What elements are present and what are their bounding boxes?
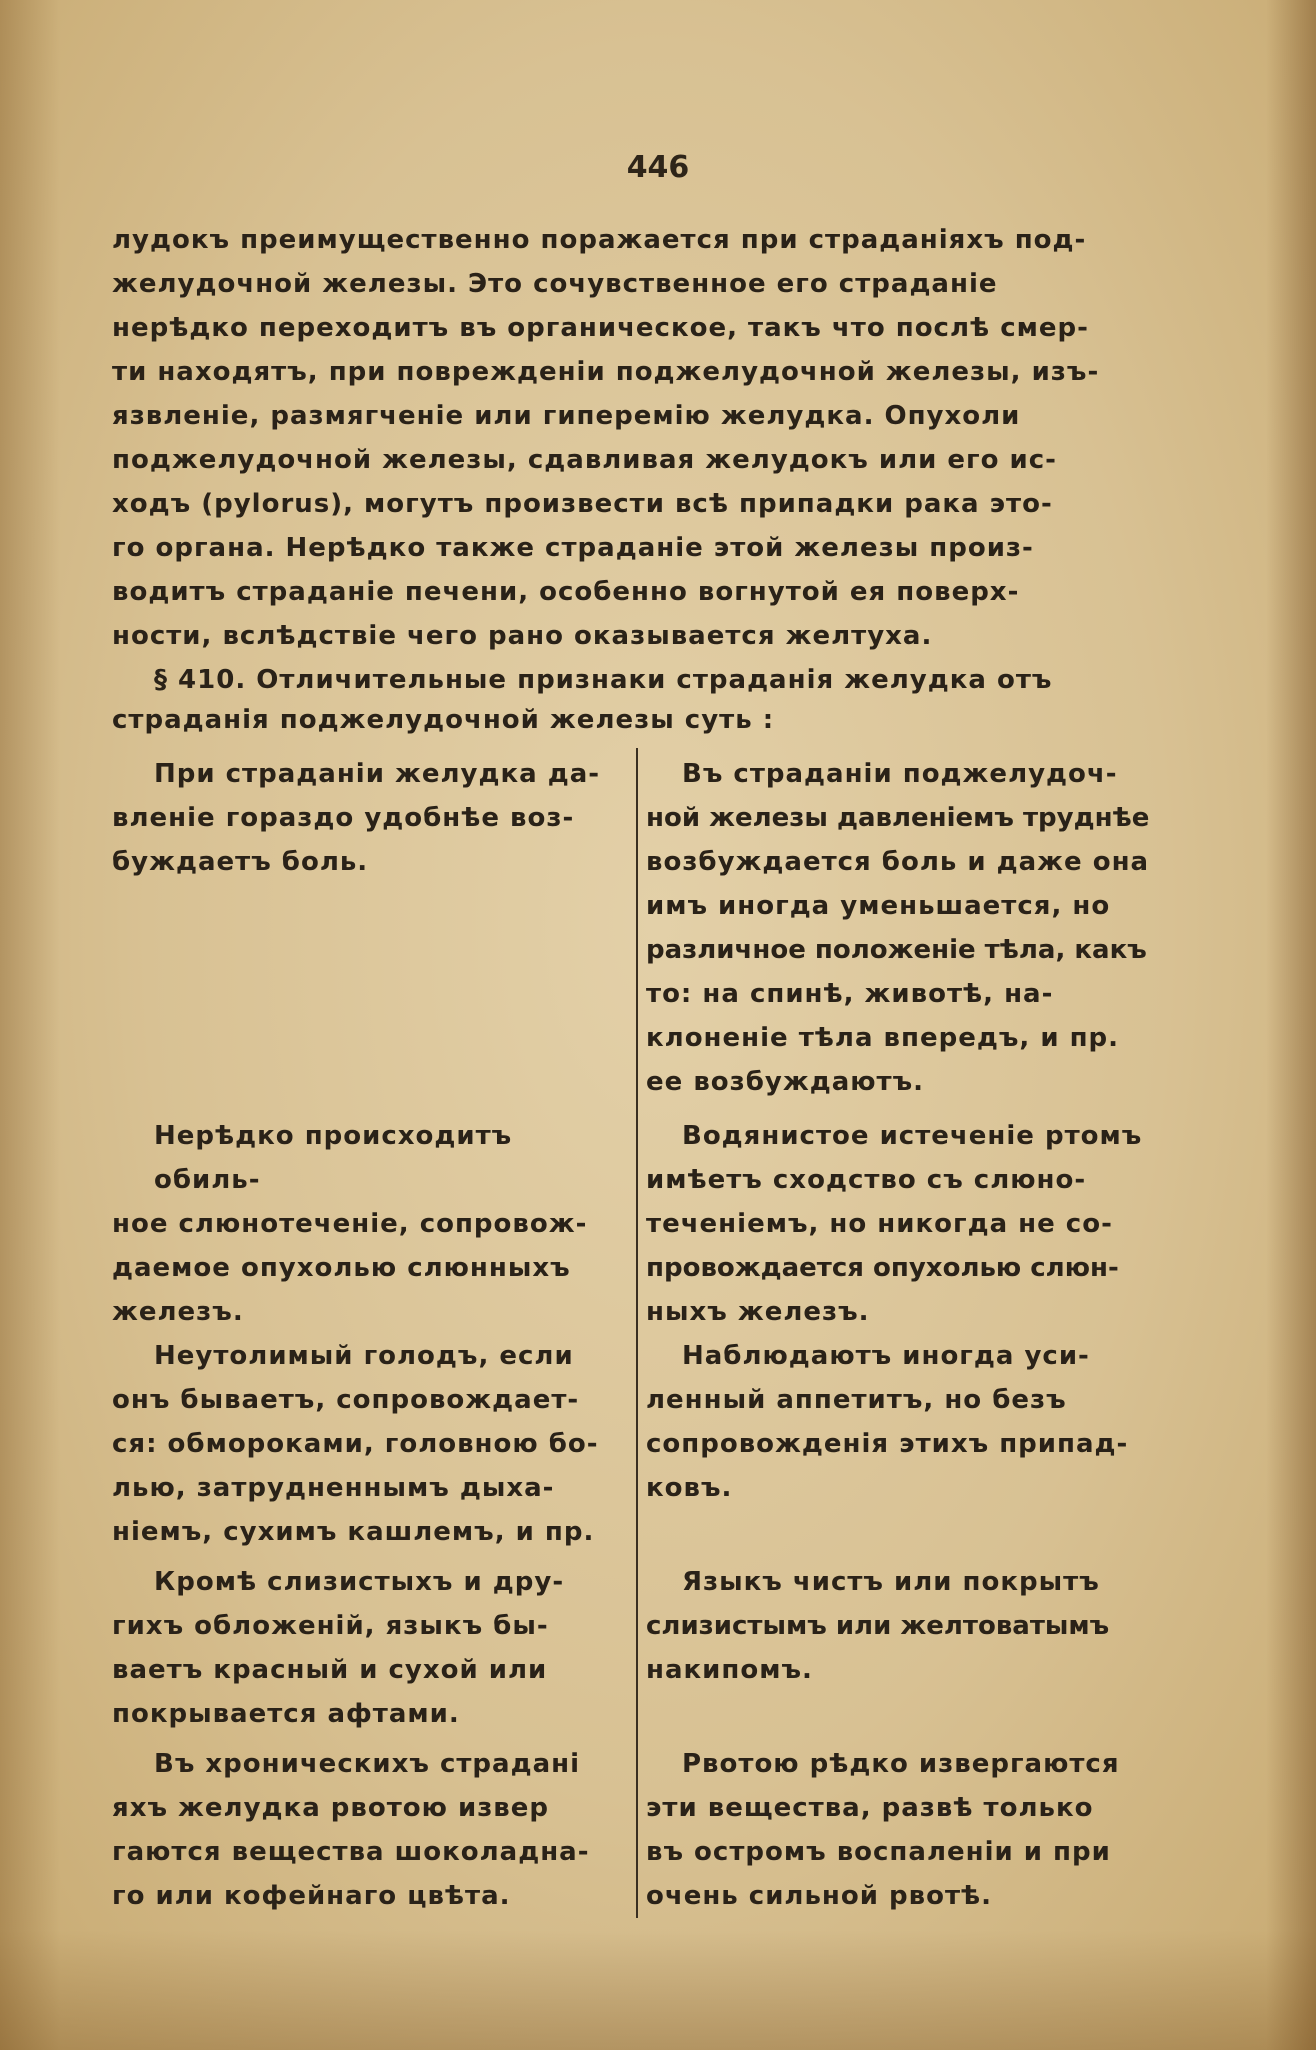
entry-line: накипомъ. xyxy=(646,1655,813,1685)
entry-line: Наблюдаютъ иногда уси- xyxy=(682,1341,1090,1371)
entry-line: различное положеніе тѣла, какъ xyxy=(646,935,1147,965)
entry-line: клоненіе тѣла впередъ, и пр. xyxy=(646,1023,1120,1053)
entry-line: лью, затрудненнымъ дыха- xyxy=(112,1473,555,1503)
entry-line: гихъ обложеній, языкъ бы- xyxy=(112,1611,549,1641)
entry-line: имѣетъ сходство съ слюно- xyxy=(646,1165,1087,1195)
entry-line: Кромѣ слизистыхъ и дру- xyxy=(154,1567,565,1597)
entry-line: буждаетъ боль. xyxy=(112,847,369,877)
right-entry-salivation xyxy=(646,1114,1166,1334)
entry-line: вленіе гораздо удобнѣе воз- xyxy=(112,803,575,833)
entry-line: ныхъ железъ. xyxy=(646,1297,870,1327)
section-heading-410 xyxy=(112,660,1162,740)
entry-line: При страданіи желудка да- xyxy=(154,759,601,789)
page-edge-shadow-left xyxy=(0,0,60,2050)
intro-paragraph xyxy=(112,218,1162,658)
entry-line: ся: обмороками, головною бо- xyxy=(112,1429,599,1459)
right-entry-tongue xyxy=(646,1560,1166,1692)
intro-line: поджелудочной железы, сдавливая желудокъ или его ис- xyxy=(112,445,1057,475)
entry-line: ное слюнотеченіе, сопровож- xyxy=(112,1209,588,1239)
entry-line: провождается опухолью слюн- xyxy=(646,1253,1119,1283)
section-line: страданія поджелудочной железы суть : xyxy=(112,705,775,735)
intro-line: ходъ (pylorus), могутъ произвести всѣ припадки рака это- xyxy=(112,489,1053,519)
entry-line: железъ. xyxy=(112,1297,244,1327)
intro-line: водитъ страданіе печени, особенно вогнутой ея поверх- xyxy=(112,577,1020,607)
entry-line: онъ бываетъ, сопровождает- xyxy=(112,1385,580,1415)
entry-line: даемое опухолью слюнныхъ xyxy=(112,1253,571,1283)
entry-line: то: на спинѣ, животѣ, на- xyxy=(646,979,1054,1009)
page-edge-shadow-bottom xyxy=(0,1930,1316,2050)
entry-line: Водянистое истеченіе ртомъ xyxy=(682,1121,1143,1151)
entry-line: яхъ желудка рвотою извер xyxy=(112,1793,550,1823)
entry-line: въ остромъ воспаленіи и при xyxy=(646,1837,1111,1867)
right-entry-pressure xyxy=(646,752,1166,1104)
entry-line: ковъ. xyxy=(646,1473,733,1503)
entry-line: ніемъ, сухимъ кашлемъ, и пр. xyxy=(112,1517,595,1547)
intro-line: ти находятъ, при поврежденіи поджелудочной железы, изъ- xyxy=(112,357,1100,387)
entry-line: покрывается афтами. xyxy=(112,1699,460,1729)
intro-line: желудочной железы. Это сочувственное его страданіе xyxy=(112,269,998,299)
entry-line: имъ иногда уменьшается, но xyxy=(646,891,1111,921)
section-line: § 410. Отличительные признаки страданія желудка отъ xyxy=(154,665,1053,695)
entry-line: очень сильной рвотѣ. xyxy=(646,1881,993,1911)
right-entry-vomiting xyxy=(646,1742,1166,1918)
intro-line: го органа. Нерѣдко также страданіе этой железы произ- xyxy=(112,533,1034,563)
left-entry-pressure xyxy=(112,752,622,884)
entry-line: ной железы давленіемъ труднѣе xyxy=(646,803,1150,833)
intro-line: нерѣдко переходитъ въ органическое, такъ что послѣ смер- xyxy=(112,313,1089,343)
entry-line: слизистымъ или желтоватымъ xyxy=(646,1611,1110,1641)
entry-line: эти вещества, развѣ только xyxy=(646,1793,1094,1823)
column-divider xyxy=(636,748,638,1918)
entry-line: гаются вещества шоколадна- xyxy=(112,1837,590,1867)
entry-line: Въ хроническихъ страдані xyxy=(154,1749,581,1779)
entry-line: Неутолимый голодъ, если xyxy=(154,1341,574,1371)
entry-line: Языкъ чистъ или покрытъ xyxy=(682,1567,1100,1597)
entry-line: Въ страданіи поджелудоч- xyxy=(682,759,1118,789)
page-edge-shadow-right xyxy=(1266,0,1316,2050)
page-number: 446 xyxy=(626,150,690,185)
left-entry-tongue xyxy=(112,1560,622,1736)
intro-line: ности, вслѣдствіе чего рано оказывается желтуха. xyxy=(112,621,933,651)
entry-line: Рвотою рѣдко извергаются xyxy=(682,1749,1120,1779)
entry-line: ваетъ красный и сухой или xyxy=(112,1655,548,1685)
entry-line: возбуждается боль и даже она xyxy=(646,847,1150,877)
entry-line: го или кофейнаго цвѣта. xyxy=(112,1881,511,1911)
left-entry-vomiting xyxy=(112,1742,622,1918)
entry-line: ее возбуждаютъ. xyxy=(646,1067,925,1097)
intro-line: лудокъ преимущественно поражается при страданіяхъ под- xyxy=(112,225,1087,255)
left-entry-salivation xyxy=(112,1114,622,1334)
entry-line: теченіемъ, но никогда не со- xyxy=(646,1209,1113,1239)
entry-line: Нерѣдко происходитъ обиль- xyxy=(154,1121,513,1195)
entry-line: сопровожденія этихъ припад- xyxy=(646,1429,1129,1459)
right-entry-appetite xyxy=(646,1334,1166,1510)
left-entry-hunger xyxy=(112,1334,622,1554)
intro-line: язвленіе, размягченіе или гиперемію желудка. Опухоли xyxy=(112,401,1021,431)
entry-line: ленный аппетитъ, но безъ xyxy=(646,1385,1067,1415)
